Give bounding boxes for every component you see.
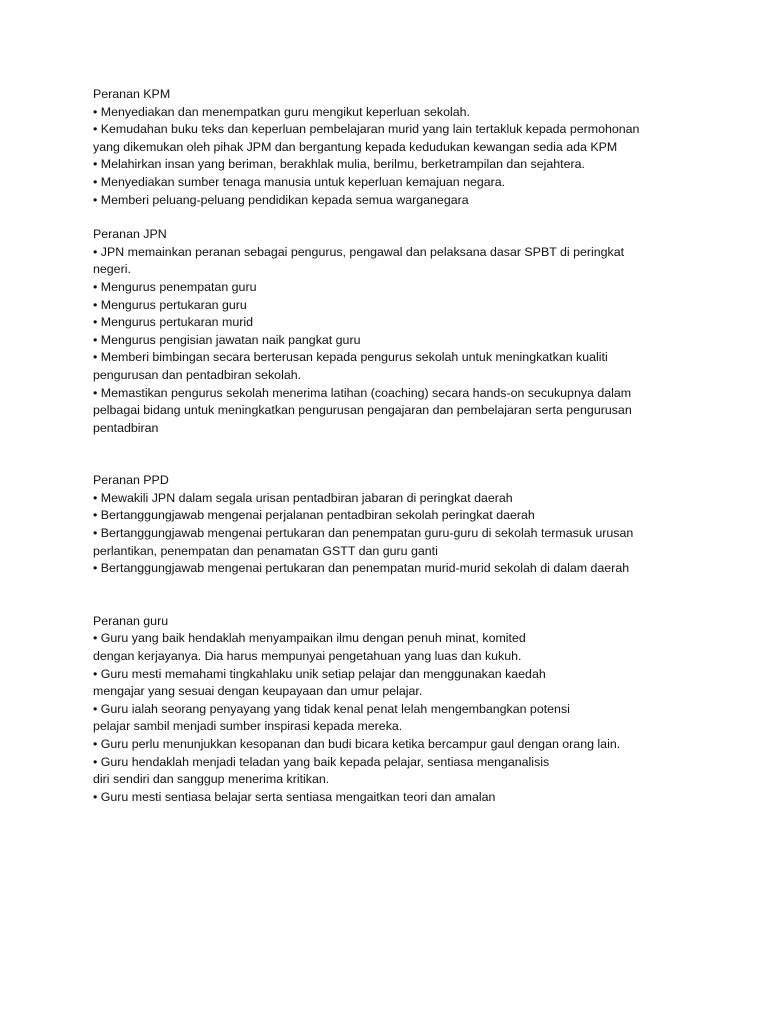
text-line: • Menyediakan dan menempatkan guru mengikut keperluan sekolah. [93, 104, 470, 119]
text-line: dengan kerjayanya. Dia harus mempunyai pengetahuan yang luas dan kukuh. [93, 649, 522, 664]
text-line: negeri. [93, 262, 131, 277]
section-guru [93, 613, 693, 807]
text-line: • Guru hendaklah menjadi teladan yang baik kepada pelajar, sentiasa menganalisis [93, 754, 550, 769]
text-line: pelbagai bidang untuk meningkatkan pengurusan pengajaran dan pembelajaran serta pengurusan [93, 403, 632, 418]
section-ppd [93, 472, 693, 578]
text-line: pengurusan dan pentadbiran sekolah. [93, 367, 302, 382]
text-line: • Bertanggungjawab mengenai perjalanan pentadbiran sekolah peringkat daerah [93, 508, 535, 523]
text-line: • Memberi bimbingan secara berterusan kepada pengurus sekolah untuk meningkatkan kualiti [93, 350, 608, 365]
text-line: • Guru perlu menunjukkan kesopanan dan budi bicara ketika bercampur gaul dengan orang lain. [93, 737, 621, 751]
section-heading: Peranan PPD [93, 473, 169, 488]
text-line: • JPN memainkan peranan sebagai pengurus, pengawal dan pelaksana dasar SPBT di peringkat [93, 244, 625, 259]
text-line: • Melahirkan insan yang beriman, berakhlak mulia, berilmu, berketrampilan dan sejahtera. [93, 157, 585, 172]
text-line: mengajar yang sesuai dengan keupayaan dan umur pelajar. [93, 684, 423, 699]
text-line: yang dikemukan oleh pihak JPM dan bergantung kepada kedudukan kewangan sedia ada KPM [93, 139, 618, 154]
text-line: • Guru mesti sentiasa belajar serta sentiasa mengaitkan teori dan amalan [93, 789, 496, 804]
text-line: • Mengurus pengisian jawatan naik pangkat guru [93, 332, 361, 347]
text-line: diri sendiri dan sanggup menerima kritikan. [93, 772, 330, 787]
text-line: • Memastikan pengurus sekolah menerima latihan (coaching) secara hands-on secukupnya dalam [93, 385, 632, 400]
text-line: • Mengurus penempatan guru [93, 279, 257, 294]
text-line: • Bertanggungjawab mengenai pertukaran dan penempatan murid-murid sekolah di dalam daerah [93, 561, 630, 576]
document-body [93, 86, 693, 806]
text-line: • Memberi peluang-peluang pendidikan kepada semua warganegara [93, 192, 469, 207]
section-jpn [93, 226, 693, 437]
section-kpm [93, 86, 693, 209]
text-line: • Mengurus pertukaran guru [93, 297, 247, 312]
text-line: • Bertanggungjawab mengenai pertukaran dan penempatan guru-guru di sekolah termasuk urusan [93, 526, 634, 541]
text-line: • Guru yang baik hendaklah menyampaikan ilmu dengan penuh minat, komited [93, 631, 526, 646]
text-line: • Menyediakan sumber tenaga manusia untuk keperluan kemajuan negara. [93, 174, 506, 189]
text-line: • Guru mesti memahami tingkahlaku unik setiap pelajar dan menggunakan kaedah [93, 666, 546, 681]
section-heading: Peranan guru [93, 613, 169, 628]
text-line: pelajar sambil menjadi sumber inspirasi kepada mereka. [93, 719, 403, 734]
text-line: • Mengurus pertukaran murid [93, 315, 253, 330]
text-line: perlantikan, penempatan dan penamatan GSTT dan guru ganti [93, 543, 438, 558]
section-heading: Peranan KPM [93, 87, 171, 101]
text-line: • Mewakili JPN dalam segala urisan pentadbiran jabaran di peringkat daerah [93, 490, 513, 505]
text-line: pentadbiran [93, 420, 159, 435]
section-heading: Peranan JPN [93, 227, 167, 242]
text-line: • Kemudahan buku teks dan keperluan pembelajaran murid yang lain tertakluk kepada permohonan [93, 122, 640, 137]
text-line: • Guru ialah seorang penyayang yang tidak kenal penat lelah mengembangkan potensi [93, 701, 570, 716]
